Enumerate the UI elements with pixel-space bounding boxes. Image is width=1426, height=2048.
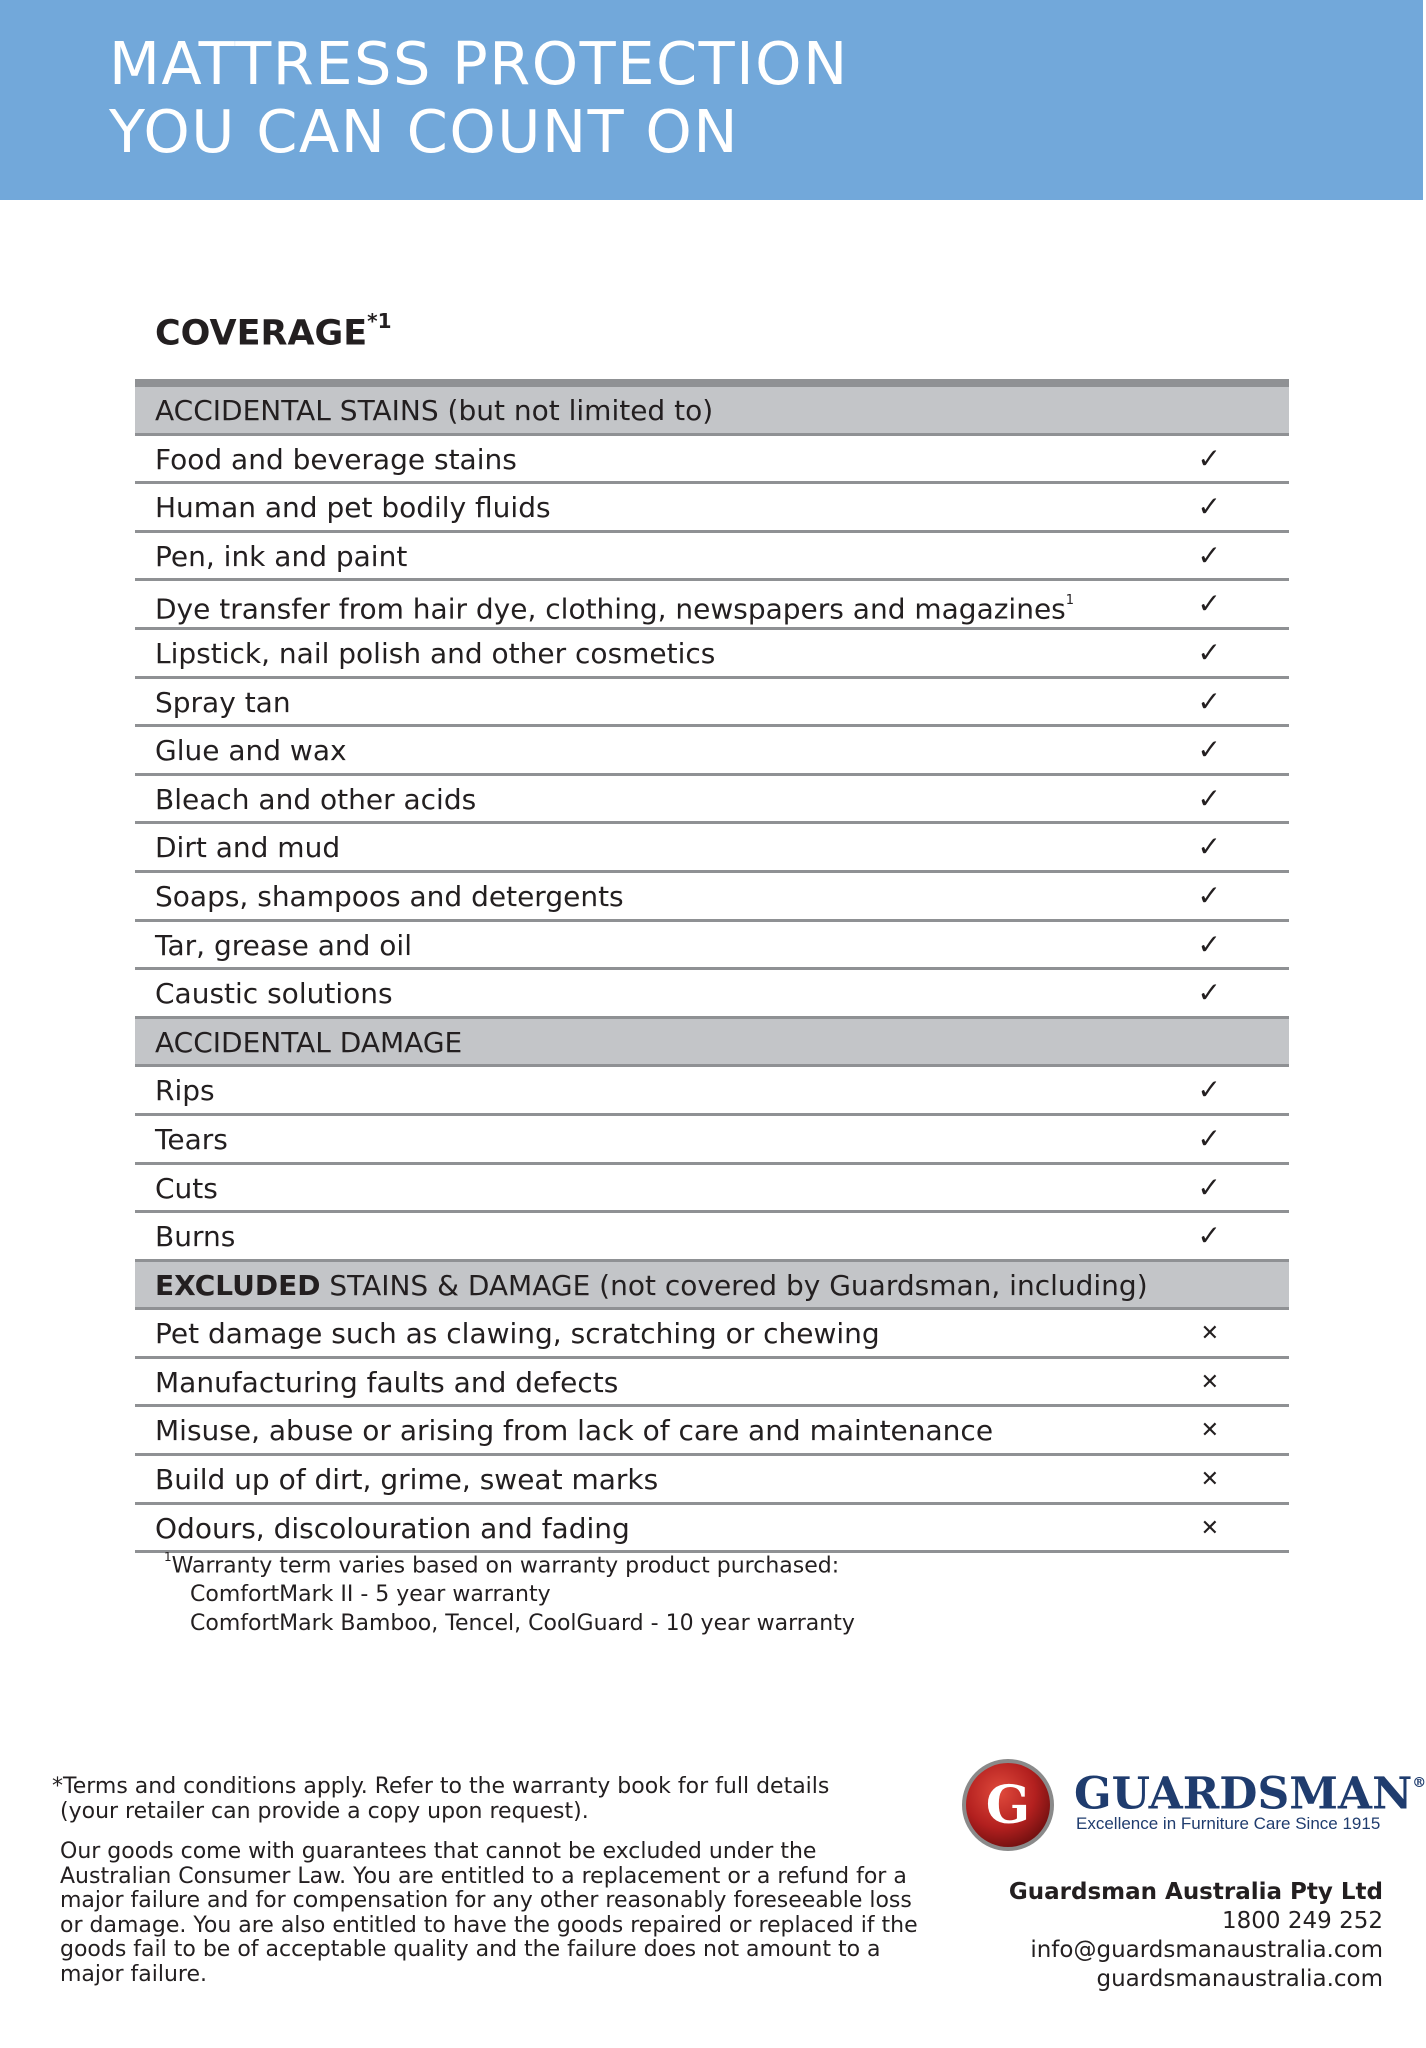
row-label <box>155 581 1189 627</box>
footnote-line-1 <box>164 1546 855 1580</box>
header-banner <box>0 0 1423 200</box>
check-icon: ✓ <box>1197 976 1221 1010</box>
section-header-label: ACCIDENTAL DAMAGE <box>155 1025 463 1059</box>
row-label: Misuse, abuse or arising from lack of care and maintenance <box>155 1414 994 1448</box>
row-label: Spray tan <box>155 685 291 719</box>
check-icon: ✓ <box>1197 927 1221 961</box>
table-row <box>135 1213 1289 1262</box>
coverage-heading-footnote-mark: *1 <box>367 309 392 333</box>
table-row <box>135 1407 1289 1456</box>
row-label: Lipstick, nail polish and other cosmetics <box>155 636 716 670</box>
terms-line-1: *Terms and conditions apply. Refer to the warranty book for full details <box>52 1774 830 1799</box>
table-row <box>135 679 1289 728</box>
terms-and-conditions <box>52 1775 932 2003</box>
table-row <box>135 970 1289 1019</box>
row-label: Cuts <box>155 1171 218 1205</box>
check-icon: ✓ <box>1197 441 1221 475</box>
row-label: Tar, grease and oil <box>155 928 412 962</box>
section-header-accidental-damage <box>135 1019 1289 1068</box>
logo-letter: G <box>985 1775 1031 1836</box>
table-row <box>135 824 1289 873</box>
row-label: Tears <box>155 1122 228 1156</box>
check-icon: ✓ <box>1197 587 1221 621</box>
check-icon: ✓ <box>1197 684 1221 718</box>
consumer-law-paragraph: Our goods come with guarantees that cannot be excluded under the Australian Consumer Law. You are entitled to a replacement or a refund for a major failure and for compensation for any other reasonably foreseeable loss or damage. You are also entitled to have the goods repaired or replaced if the goods fail to be of acceptable quality and the failure does not amount to a major failure. <box>60 1839 918 1987</box>
warranty-footnote <box>164 1546 855 1638</box>
guardsman-logo-icon <box>960 1757 1056 1853</box>
check-icon: ✓ <box>1197 1219 1221 1253</box>
row-label: Burns <box>155 1220 236 1254</box>
row-footnote-mark: 1 <box>1065 593 1075 609</box>
table-row <box>135 1067 1289 1116</box>
row-label: Soaps, shampoos and detergents <box>155 879 624 913</box>
company-name: Guardsman Australia Pty Ltd <box>1008 1879 1383 1905</box>
table-row <box>135 1116 1289 1165</box>
section-header-bold: EXCLUDED <box>155 1268 321 1302</box>
row-label: Pet damage such as clawing, scratching or chewing <box>155 1317 880 1351</box>
footnote-line-2: ComfortMark II - 5 year warranty <box>190 1582 551 1608</box>
section-header-accidental-stains <box>135 387 1289 436</box>
table-row <box>135 1359 1289 1408</box>
footnote-mark: 1 <box>164 1550 172 1564</box>
check-icon: ✓ <box>1197 830 1221 864</box>
table-row <box>135 436 1289 485</box>
table-row <box>135 1456 1289 1505</box>
table-row <box>135 1310 1289 1359</box>
table-row <box>135 630 1289 679</box>
row-label: Rips <box>155 1074 215 1108</box>
coverage-table <box>135 379 1289 1553</box>
phone-number: 1800 249 252 <box>1222 1908 1383 1934</box>
table-row <box>135 776 1289 825</box>
table-row <box>135 727 1289 776</box>
table-row <box>135 533 1289 582</box>
brand-name-text: GUARDSMAN <box>1074 1768 1413 1820</box>
row-label: Manufacturing faults and defects <box>155 1365 619 1399</box>
check-icon: ✓ <box>1197 733 1221 767</box>
coverage-heading-text: COVERAGE <box>155 313 368 354</box>
row-label: Odours, discolouration and fading <box>155 1511 630 1545</box>
row-label: Food and beverage stains <box>155 442 517 476</box>
cross-icon: ✕ <box>1200 1418 1219 1444</box>
row-label: Bleach and other acids <box>155 782 477 816</box>
table-row <box>135 484 1289 533</box>
check-icon: ✓ <box>1197 490 1221 524</box>
row-label: Dirt and mud <box>155 831 341 865</box>
check-icon: ✓ <box>1197 781 1221 815</box>
check-icon: ✓ <box>1197 538 1221 572</box>
contact-block <box>1009 1878 1383 1994</box>
table-row <box>135 1165 1289 1214</box>
row-label: Caustic solutions <box>155 977 393 1011</box>
cross-icon: ✕ <box>1200 1515 1219 1541</box>
terms-paragraph <box>52 1775 932 1824</box>
page-title-line-2: YOU CAN COUNT ON <box>109 97 739 166</box>
cross-icon: ✕ <box>1200 1321 1219 1347</box>
cross-icon: ✕ <box>1200 1467 1219 1493</box>
check-icon: ✓ <box>1197 635 1221 669</box>
check-icon: ✓ <box>1197 1073 1221 1107</box>
footnote-line-3: ComfortMark Bamboo, Tencel, CoolGuard - 10 year warranty <box>190 1611 855 1637</box>
section-header-label: ACCIDENTAL STAINS (but not limited to) <box>155 394 714 427</box>
brand-name <box>1074 1764 1426 1820</box>
section-header-rest: STAINS & DAMAGE (not covered by Guardsman, including) <box>320 1268 1148 1302</box>
table-row <box>135 922 1289 971</box>
page-title-line-1: MATTRESS PROTECTION <box>109 29 849 98</box>
coverage-heading <box>155 302 392 357</box>
row-label: Glue and wax <box>155 734 347 768</box>
row-label: Pen, ink and paint <box>155 539 408 573</box>
check-icon: ✓ <box>1197 878 1221 912</box>
footnote-text: Warranty term varies based on warranty product purchased: <box>171 1553 840 1579</box>
table-row <box>135 581 1289 630</box>
table-row <box>135 873 1289 922</box>
brand-tagline: Excellence in Furniture Care Since 1915 <box>1076 1814 1381 1833</box>
cross-icon: ✕ <box>1200 1369 1219 1395</box>
row-label: Human and pet bodily fluids <box>155 491 551 525</box>
check-icon: ✓ <box>1197 1170 1221 1204</box>
check-icon: ✓ <box>1197 1121 1221 1155</box>
email-link[interactable]: info@guardsmanaustralia.com <box>1030 1937 1383 1963</box>
section-header-label <box>155 1262 1189 1308</box>
registered-mark: ® <box>1412 1775 1426 1791</box>
section-header-excluded <box>135 1262 1289 1311</box>
website-link[interactable]: guardsmanaustralia.com <box>1096 1966 1383 1992</box>
row-label-text: Dye transfer from hair dye, clothing, newspapers and magazines <box>155 592 1066 626</box>
row-label: Build up of dirt, grime, sweat marks <box>155 1463 659 1497</box>
terms-line-2: (your retailer can provide a copy upon request). <box>60 1798 589 1824</box>
